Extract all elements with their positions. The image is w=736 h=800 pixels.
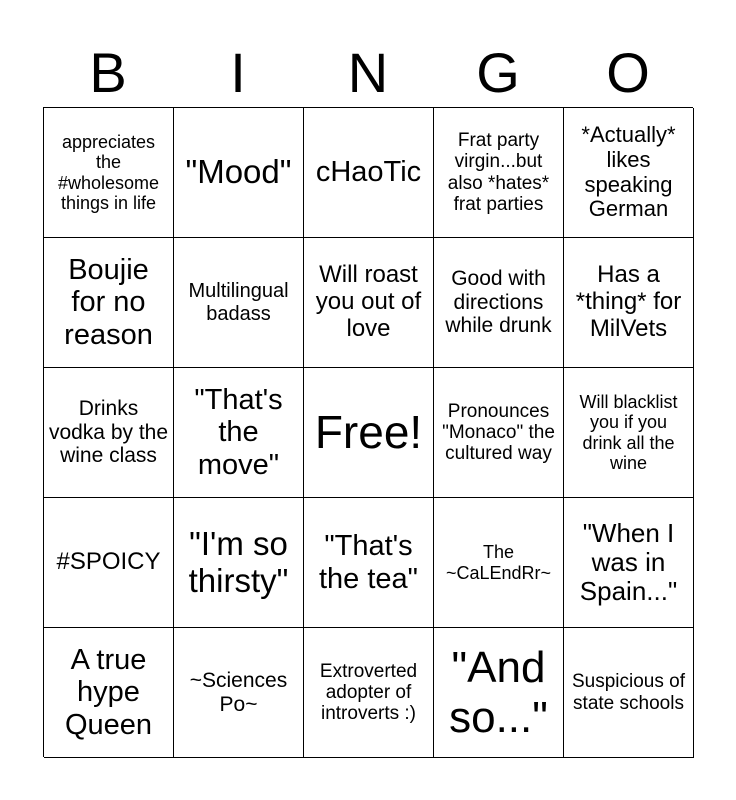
bingo-cell[interactable] [174,238,304,368]
bingo-cell[interactable] [434,628,564,758]
cell-text: "Mood" [185,153,292,191]
cell-text: Good with directions while drunk [445,267,552,338]
bingo-cell[interactable] [174,108,304,238]
free-text: Free! [314,405,423,458]
cell-text: Has a *thing* for MilVets [575,261,682,342]
cell-text: ~Sciences Po~ [189,668,288,716]
header-letter-n: N [347,41,389,104]
bingo-cell[interactable] [564,368,694,498]
cell-text: *Actually* likes speaking German [581,122,676,222]
bingo-cell[interactable] [44,368,174,498]
bingo-cell[interactable] [44,498,174,628]
header-letter-o: O [606,41,650,104]
bingo-cell[interactable] [434,108,564,238]
cell-text: appreciates the #wholesome things in life [57,132,160,213]
bingo-cell[interactable] [44,628,174,758]
bingo-cell[interactable] [44,108,174,238]
cell-text: Frat party virgin...but also *hates* frat parties [447,129,550,215]
bingo-card [43,107,693,757]
bingo-cell[interactable] [44,238,174,368]
cell-text: "That's the move" [194,383,283,481]
cell-text: Suspicious of state schools [571,671,685,714]
cell-text: Boujie for no reason [64,253,153,351]
bingo-cell[interactable] [174,368,304,498]
bingo-cell[interactable] [434,498,564,628]
bingo-cell[interactable] [304,108,434,238]
bingo-cell[interactable] [304,238,434,368]
cell-text: cHaoTic [315,156,422,189]
cell-text: Extroverted adopter of introverts :) [319,660,418,725]
cell-text: A true hype Queen [64,643,153,741]
bingo-cell[interactable] [174,628,304,758]
cell-text: Multilingual badass [188,280,289,325]
bingo-cell[interactable] [564,498,694,628]
bingo-cell[interactable] [564,108,694,238]
cell-text: "That's the tea" [319,530,418,595]
header-letter-g: G [476,41,520,104]
cell-text: "I'm so thirsty" [188,524,289,599]
bingo-cell[interactable] [304,628,434,758]
bingo-cell[interactable] [174,498,304,628]
header-letter-i: I [230,41,246,104]
bingo-cell[interactable] [564,628,694,758]
cell-text: Will blacklist you if you drink all the wine [579,392,678,473]
cell-text: Drinks vodka by the wine class [48,397,169,468]
cell-text: "When I was in Spain..." [579,517,678,607]
cell-text: Pronounces "Monaco" the cultured way [442,400,555,465]
bingo-cell[interactable] [564,238,694,368]
cell-text: "And so..." [449,643,548,742]
cell-text: The ~CaLEndRr~ [445,542,552,583]
bingo-cell[interactable] [304,498,434,628]
bingo-cell[interactable] [434,238,564,368]
bingo-cell[interactable] [434,368,564,498]
free-cell[interactable] [304,368,434,498]
cell-text: #SPOICY [56,548,161,576]
header-letter-b: B [89,41,127,104]
bingo-header [43,40,693,106]
cell-text: Will roast you out of love [315,261,422,342]
